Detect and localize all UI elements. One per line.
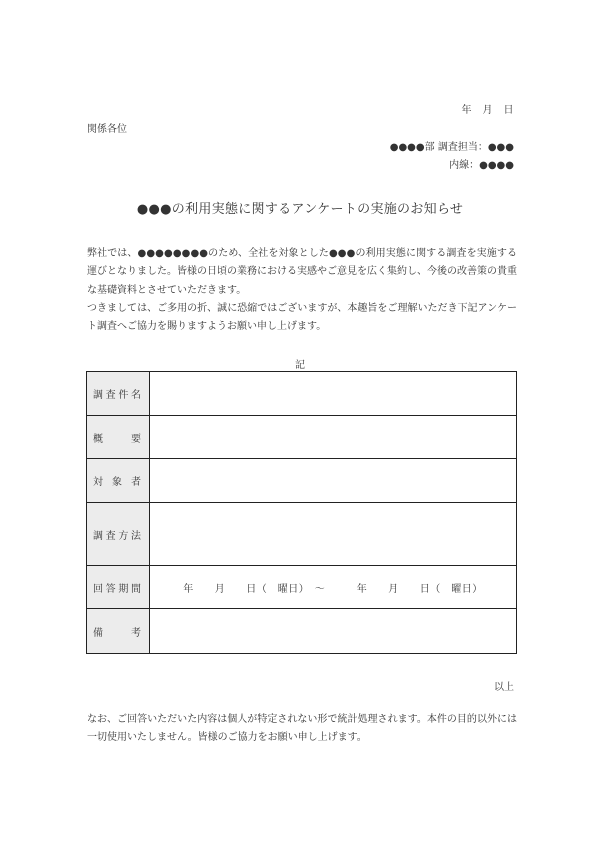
label-text [87,527,149,542]
label-char: 査 [105,530,118,542]
document-date: 年 月 日 [461,105,514,116]
label-char: 象 [112,477,124,488]
label-text [87,624,149,639]
label-char: 名 [130,390,143,401]
recipient: 関係各位 [87,124,127,135]
footnote-paragraph: なお、ご回答いただいた内容は個人が特定されない形で統計処理されます。本件の目的以外には一切使用いたしません。皆様のご協力をお願い申し上げます。 [87,714,517,744]
label-char: 備 [93,627,105,639]
table-row [87,503,517,566]
overview-value [150,416,517,459]
row-label-overview [87,416,150,459]
method-value [150,503,517,566]
label-char: 調 [93,390,105,401]
remarks-value [150,609,517,654]
label-char: 対 [93,477,105,488]
target-value [150,459,517,503]
sender-department: ●●●●部 調査担当：●●● [389,142,514,153]
intro-text [87,245,517,336]
label-char: 回 [93,583,105,595]
row-label-method [87,503,150,566]
survey-details-table [86,371,517,654]
label-text [87,386,149,401]
sender-extension: 内線：●●●● [449,160,514,171]
label-char: 査 [105,390,118,401]
label-char: 方 [118,530,131,542]
survey-name-value [150,372,517,416]
ki-heading: 記 [295,360,305,371]
label-char: 要 [131,433,143,445]
row-label-target [87,459,150,503]
label-char: 答 [105,583,118,595]
label-char: 法 [130,530,143,542]
intro-paragraph-2: つきましては、ご多用の折、誠に恐縮ではございますが、本趣旨をご理解いただき下記アンケート調査へご協力を賜りますようお願い申し上げます。 [87,302,517,333]
label-char: 考 [131,627,143,639]
label-char: 件 [118,390,131,401]
table-row [87,459,517,503]
table-row [87,416,517,459]
table-row [87,566,517,609]
table-row [87,372,517,416]
intro-paragraph-1: 弊社では、●●●●●●●●のため、全社を対象とした●●●の利用実態に関する調査を実施する運びとなりました。皆様の日頃の業務における実感やご意見を広く集約し、今後の改善策の貴重な基礎資料とさせていただきます。 [87,248,517,296]
label-char: 期 [118,583,131,595]
row-label-period [87,566,150,609]
label-char: 間 [130,583,143,595]
document-title: ●●●の利用実態に関するアンケートの実施のお知らせ [136,202,464,217]
row-label-survey-name [87,372,150,416]
table-row [87,609,517,654]
label-char: 概 [93,433,105,445]
label-text [87,580,149,595]
period-value: 年 月 日（ 曜日） ～ 年 月 日（ 曜日） [150,566,517,609]
label-text [87,430,149,445]
label-char: 調 [93,530,105,542]
footnote-text [87,711,517,748]
label-char: 者 [131,477,143,488]
row-label-remarks [87,609,150,654]
closing-mark: 以上 [494,682,514,693]
label-text [87,473,149,488]
